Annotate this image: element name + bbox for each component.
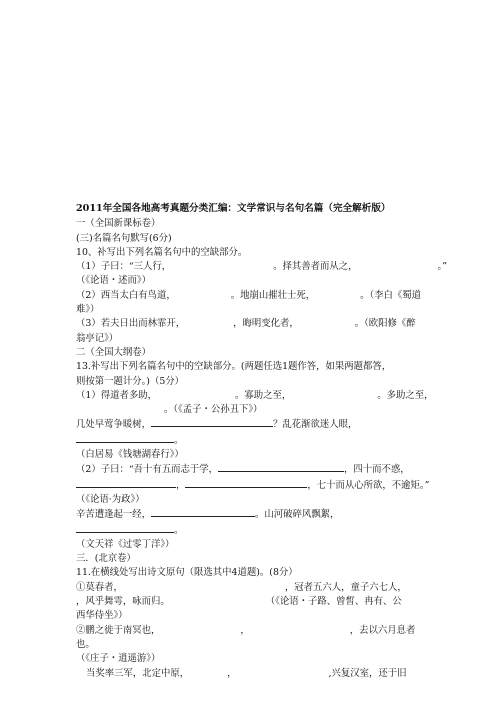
answer-blank[interactable] (76, 478, 176, 488)
question-13: 13.补写出下列名篇名句中的空缺部分。(两题任选1题作答，如果两题都答， (76, 361, 392, 373)
section-heading-3: 三．(北京卷） (76, 553, 136, 565)
q11-item-2: ②鹏之徙于南冥也， ， ，去以六月息者 (76, 624, 416, 636)
q13-item-2-cont: ， ，七十而从心所欲，不逾矩。” (76, 478, 436, 493)
answer-blank[interactable] (151, 507, 255, 517)
q13-item-1: （1）得道者多助， 。寡助之至， 。多助之至， (76, 389, 434, 401)
section-heading-1: 一（全国新课标卷） (76, 218, 161, 230)
q13-poem2-line-2: 。 (76, 523, 436, 538)
q13-item-1-source: 。（《孟子・公孙丑下》） (164, 404, 263, 416)
q11-item-2-source: （《庄子・逍遥游》） (76, 653, 161, 665)
q11-item-2-cont: 也。 (76, 638, 95, 650)
answer-blank[interactable] (76, 523, 174, 533)
section-heading-2: 二（全国大纲卷） (76, 346, 152, 358)
document-title: 2011年全国各地高考真题分类汇编：文学常识与名句名篇（完全解析版） (76, 203, 391, 214)
q13-item-2: （2）子曰：“吾十有五而志于学， ，四十而不惑， (76, 464, 410, 476)
q11-item-1-cont: ，风乎舞雩，咏而归。 （《论语・子路、曾皙、冉有、公 (76, 596, 402, 608)
subsection-heading: (三)名篇名句默写(6分) (76, 232, 172, 244)
q13-poem-source: （白居易《钱塘湖春行》） (76, 449, 184, 461)
q13-poem-line-1: 几处早莺争暖树， ？乱花渐欲迷人眼， (76, 419, 358, 431)
q13-poem2-line-1: 辛苦遭逢起一经， 。山河破碎风飘絮， (76, 509, 340, 521)
q10-item-1-source: （《论语・述而》） (76, 275, 151, 287)
answer-blank[interactable] (218, 462, 344, 472)
answer-blank[interactable] (185, 478, 307, 488)
question-11: 11.在横线处写出诗文原句（限选其中4道题)。(8分） (76, 567, 298, 579)
q13-poem-line-2: 。 (76, 433, 436, 448)
answer-blank[interactable] (151, 417, 273, 427)
answer-blank[interactable] (76, 433, 174, 443)
question-13-note: 则按第一题计分。)（5分） (76, 375, 185, 387)
q13-item-2-source: （《论语·为政》） (76, 493, 145, 505)
document-body (76, 202, 448, 681)
q11-item-3: 当奖率三军，北定中原， ， ,兴复汉室，还于旧 (86, 667, 407, 679)
q10-item-1: （1）子曰：“三人行， 。择其善者而从之， 。” (76, 261, 448, 273)
q10-item-3-cont: 翁亭记》） (76, 332, 119, 344)
q11-item-1-source: 西华侍坐》） (76, 610, 128, 622)
q13-poem2-source: （文天祥《过零丁洋》） (76, 538, 175, 550)
q10-item-2: （2）西当太白有鸟道， 。地崩山摧壮士死， 。（李白《蜀道 (76, 289, 422, 301)
question-10: 10、补写出下列名篇名句中的空缺部分。 (76, 246, 248, 258)
q10-item-3: （3）若夫日出而林霏开， ，晦明变化者， 。（欧阳修《醉 (76, 318, 416, 330)
q11-item-1: ①莫春者， ，冠者五六人，童子六七人， (76, 581, 407, 593)
q10-item-2-cont: 难》） (76, 304, 100, 316)
